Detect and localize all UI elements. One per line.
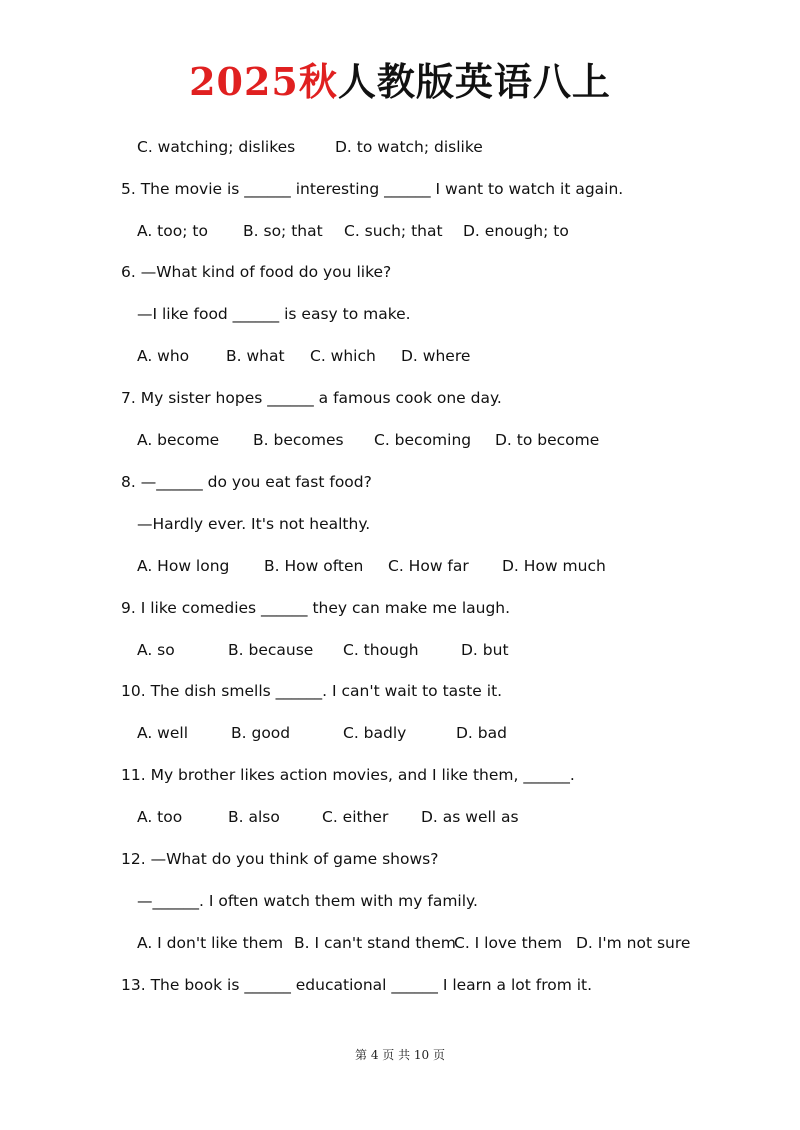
q12-stem: 12. —What do you think of game shows?	[121, 850, 439, 868]
q11-option-d: D. as well as	[421, 808, 519, 826]
q10-stem: 10. The dish smells ______. I can't wait to taste it.	[121, 682, 503, 700]
q12-reply: —______. I often watch them with my family.	[137, 892, 478, 910]
q11-stem: 11. My brother likes action movies, and I like them, ______.	[121, 766, 575, 784]
q6-option-b: B. what	[226, 347, 285, 365]
q6-reply: —I like food ______ is easy to make.	[137, 305, 411, 323]
q6-option-a: A. who	[137, 347, 190, 365]
q5-option-d: D. enough; to	[463, 222, 569, 240]
page-footer: 第 4 页 共 10 页	[355, 1048, 445, 1062]
q10-option-b: B. good	[231, 724, 291, 742]
q7-option-d: D. to become	[495, 431, 600, 449]
q8-option-a: A. How long	[137, 557, 230, 575]
q5-option-b: B. so; that	[243, 222, 323, 240]
q6-option-d: D. where	[401, 347, 471, 365]
q6-stem: 6. —What kind of food do you like?	[121, 263, 392, 281]
q11-option-c: C. either	[322, 808, 389, 826]
q7-option-a: A. become	[137, 431, 220, 449]
q10-option-d: D. bad	[456, 724, 507, 742]
q7-stem: 7. My sister hopes ______ a famous cook one day.	[121, 389, 502, 407]
q12-option-b: B. I can't stand them	[294, 934, 456, 952]
q10-option-c: C. badly	[343, 724, 407, 742]
title-year: 2025	[189, 59, 299, 104]
q7-option-b: B. becomes	[253, 431, 344, 449]
q12-option-a: A. I don't like them	[137, 934, 284, 952]
q9-stem: 9. I like comedies ______ they can make me laugh.	[121, 599, 511, 617]
q9-option-c: C. though	[343, 641, 419, 659]
q6-option-c: C. which	[310, 347, 376, 365]
title-text: 人教版英语八上	[337, 59, 611, 104]
q9-option-a: A. so	[137, 641, 175, 659]
q11-option-b: B. also	[228, 808, 280, 826]
q11-option-a: A. too	[137, 808, 183, 826]
q8-stem: 8. —______ do you eat fast food?	[121, 473, 372, 491]
q8-option-b: B. How often	[264, 557, 364, 575]
q12-option-c: C. I love them	[454, 934, 563, 952]
q10-option-a: A. well	[137, 724, 189, 742]
q13-stem: 13. The book is ______ educational ______ I learn a lot from it.	[121, 976, 593, 994]
q7-option-c: C. becoming	[374, 431, 472, 449]
q8-reply: —Hardly ever. It's not healthy.	[137, 515, 371, 533]
q4-option-c: C. watching; dislikes	[137, 138, 296, 156]
q5-stem: 5. The movie is ______ interesting ______ I want to watch it again.	[121, 180, 624, 198]
q12-option-d: D. I'm not sure	[576, 934, 691, 952]
q8-option-c: C. How far	[388, 557, 469, 575]
q9-option-b: B. because	[228, 641, 314, 659]
q5-option-a: A. too; to	[137, 222, 208, 240]
page-title	[0, 54, 800, 110]
q5-option-c: C. such; that	[344, 222, 443, 240]
q4-option-d: D. to watch; dislike	[335, 138, 483, 156]
title-season: 秋	[298, 59, 338, 104]
q8-option-d: D. How much	[502, 557, 606, 575]
q9-option-d: D. but	[461, 641, 509, 659]
